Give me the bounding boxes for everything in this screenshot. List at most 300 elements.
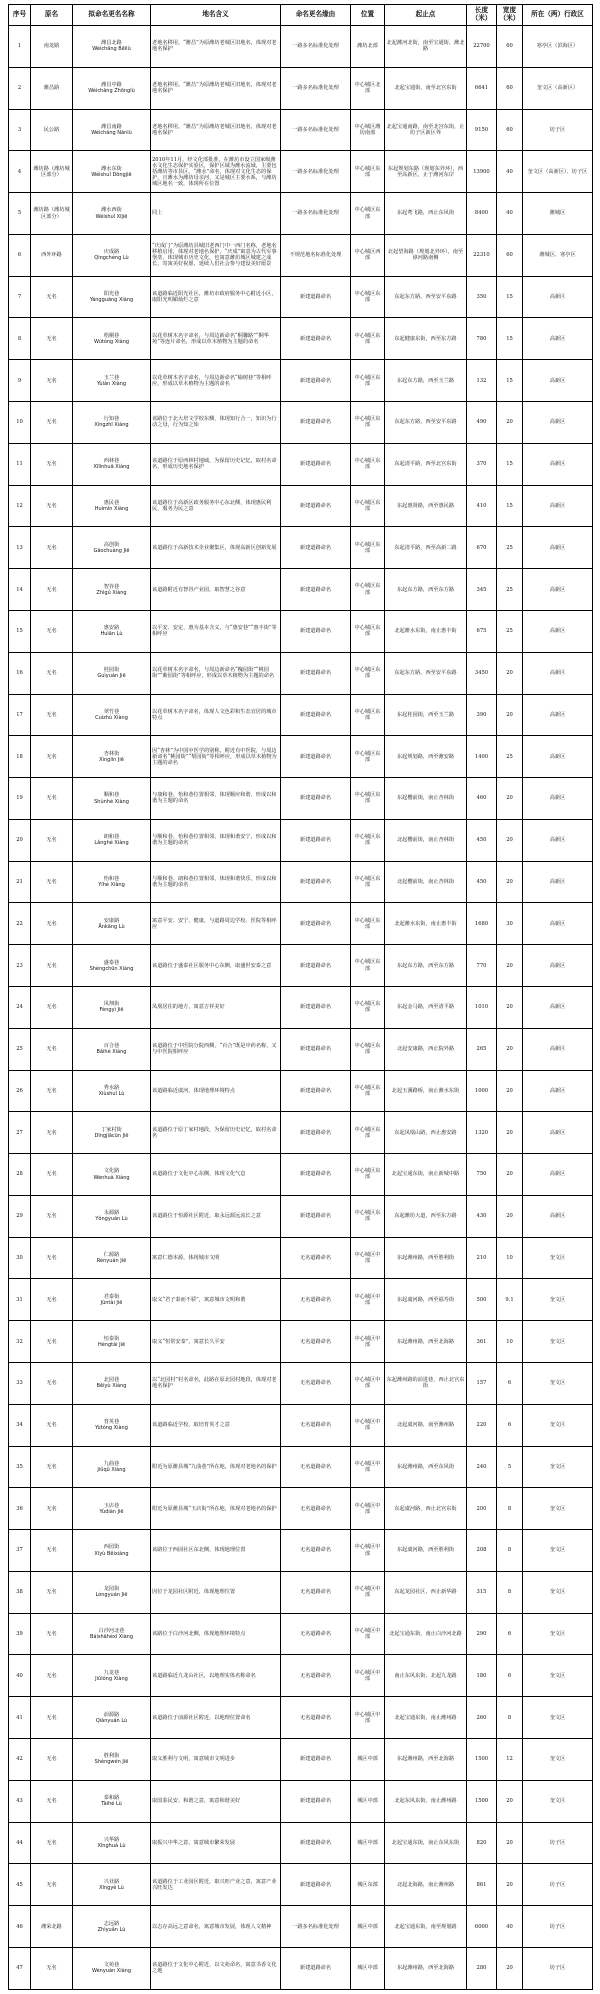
seq-cell: 37 [9,1530,31,1572]
pinyin-text: Zhìgǔ Xiàng [96,589,127,596]
orig-name-cell: 潍昌路 [31,67,73,109]
new-name-cell [73,736,151,778]
district-cell: 高新区 [523,819,593,861]
location-cell: 中心城区北部 [351,67,385,109]
range-cell: 东起凤凰山路，西止惠安路 [385,1112,467,1154]
meaning-cell: 该道路附近有智谷产业园，取智慧之谷意 [151,569,281,611]
meaning-cell: 该道路临近虞河，体现地理环境特点 [151,1070,281,1112]
meaning-cell: 该道路位于文化中心附近，以文苑命名，寓意书香文化之地 [151,1947,281,1989]
location-cell: 中心城区东部 [351,1195,385,1237]
meaning-cell: 该道路位于原西林村地域，为保留历史记忆，取村名命名，形成历史地名保护 [151,443,281,485]
width-cell: 6 [497,1655,523,1697]
district-cell: 高新区 [523,1112,593,1154]
length-cell: 361 [467,1321,497,1363]
width-cell: 5 [497,1446,523,1488]
road-naming-table [8,4,593,1990]
table-row [9,1154,593,1196]
pinyin-text: Xìnglín Jiē [99,756,124,763]
district-cell: 奎文区 [523,1404,593,1446]
length-cell: 8400 [467,193,497,235]
seq-cell: 36 [9,1488,31,1530]
width-cell: 20 [497,1822,523,1864]
new-name-text: 君泰街 [103,1293,120,1300]
orig-name-cell: 无名 [31,1947,73,1989]
orig-name-cell: 无名 [31,1404,73,1446]
pinyin-text: Wéichāng Běilù [92,46,131,53]
orig-name-cell: 无名 [31,736,73,778]
seq-cell: 38 [9,1571,31,1613]
table-header-row [9,5,593,26]
new-name-text: 潍水西街 [101,207,122,214]
meaning-cell: 该路位于白沙河北侧，体现地理环境特点 [151,1613,281,1655]
orig-name-cell: 无名 [31,1028,73,1070]
pinyin-text: Tàihé Lù [101,1801,122,1808]
width-cell: 8 [497,1488,523,1530]
reason-cell: 一路多名标准化处理 [281,151,351,193]
seq-cell: 20 [9,819,31,861]
seq-cell: 45 [9,1864,31,1906]
seq-cell: 3 [9,109,31,151]
length-cell: 820 [467,1822,497,1864]
new-name-cell [73,1530,151,1572]
pinyin-text: Qìngchéng Lù [94,255,129,262]
range-cell: 东起樱前街，南止杏林街 [385,778,467,820]
width-cell: 15 [497,485,523,527]
length-cell: 450 [467,861,497,903]
new-name-text: 胜利街 [103,1753,120,1760]
range-cell: 东起东方路，西至安平东路 [385,276,467,318]
seq-cell: 24 [9,986,31,1028]
meaning-cell: 该道路位于中医院分院西侧，“百合”既是中药名称，又与中医院相呼应 [151,1028,281,1070]
reason-cell: 新建道路命名 [281,986,351,1028]
range-cell: 东起潍州路，西至北海路 [385,1739,467,1781]
width-cell: 12 [497,1739,523,1781]
range-cell: 北起宝通东街，南止白沙河北路 [385,1613,467,1655]
seq-cell: 28 [9,1154,31,1196]
width-cell: 20 [497,1947,523,1989]
new-name-cell [73,694,151,736]
meaning-cell: 该道路位于恒源社区附近，取永远源远流长之意 [151,1195,281,1237]
new-name-cell [73,1321,151,1363]
seq-cell: 42 [9,1739,31,1781]
width-cell: 8 [497,1571,523,1613]
length-cell: 861 [467,1864,497,1906]
new-name-cell [73,861,151,903]
reason-cell: 新建道路命名 [281,569,351,611]
length-cell: 315 [467,1571,497,1613]
seq-cell: 32 [9,1321,31,1363]
table-row [9,67,593,109]
reason-cell: 新建道路命名 [281,652,351,694]
width-cell: 15 [497,360,523,402]
location-cell: 中心城区东部 [351,318,385,360]
seq-cell: 2 [9,67,31,109]
length-cell: 500 [467,1279,497,1321]
length-cell: 370 [467,443,497,485]
length-cell: 22310 [467,234,497,276]
range-cell: 北起宝通东街，南止潍州路 [385,1697,467,1739]
orig-name-cell: 无名 [31,986,73,1028]
location-cell: 中心城区东部 [351,151,385,193]
length-cell: 1000 [467,1070,497,1112]
orig-name-cell: 潍坊路（潍坊城区部分） [31,193,73,235]
pinyin-text: Zhìyuǎn Lù [97,1926,126,1933]
range-cell: 东起龙园社区，西止新华路 [385,1571,467,1613]
seq-cell: 47 [9,1947,31,1989]
district-cell: 奎文区 [523,1571,593,1613]
seq-cell: 12 [9,485,31,527]
new-name-cell [73,276,151,318]
width-cell: 25 [497,610,523,652]
table-row [9,694,593,736]
range-cell: 东起潍州路的前进巷，西止北宫东街 [385,1363,467,1405]
width-cell: 20 [497,1154,523,1196]
pinyin-text: Jiǔlóng Xiàng [95,1675,128,1682]
meaning-cell: 该路位于北大培文学校东侧，体现知行合一，知识为行动之母，行为知之始 [151,402,281,444]
meaning-cell: 寓意仁德本源，体现城市文明 [151,1237,281,1279]
seq-cell: 6 [9,234,31,276]
orig-name-cell: 无名 [31,861,73,903]
seq-cell: 18 [9,736,31,778]
orig-name-cell: 民公路 [31,109,73,151]
meaning-cell: 该道路位于高新区政务服务中心东北侧，体现惠民利民，服务为民之意 [151,485,281,527]
orig-name-cell: 无名 [31,1571,73,1613]
meaning-cell: 老地名移用。“潍昌”为原潍坊老城区旧地名，体现对老地名保护 [151,67,281,109]
pinyin-text: Rényuán Jiē [96,1258,127,1265]
new-name-cell [73,1822,151,1864]
range-cell: 东起潍坊大道，西至东方路 [385,1195,467,1237]
length-cell: 675 [467,610,497,652]
location-cell: 中心城区东部 [351,694,385,736]
district-cell: 坊子区 [523,1822,593,1864]
table-body [9,26,593,1990]
orig-name-cell: 无名 [31,1363,73,1405]
width-cell: 20 [497,778,523,820]
district-cell: 奎文区 [523,1697,593,1739]
meaning-cell: 该道路位于盛泰社区服务中心东侧，取盛世安泰之意 [151,945,281,987]
location-cell: 中心城区东部 [351,861,385,903]
col-header-seq: 序号 [9,5,31,26]
meaning-cell: 以“北园村”村名命名，此路在原北园村地段，体现对老地名保护 [151,1363,281,1405]
range-cell: 东起清平路，西至高新二路 [385,527,467,569]
seq-cell: 43 [9,1780,31,1822]
new-name-text: 潍昌南路 [101,123,122,130]
reason-cell: 无名道路命名 [281,1488,351,1530]
orig-name-cell: 无名 [31,1237,73,1279]
orig-name-cell: 无名 [31,1655,73,1697]
width-cell: 6 [497,1363,523,1405]
pinyin-text: Cuìzhú Xiàng [95,714,128,721]
new-name-text: 文化路 [103,1168,120,1175]
district-cell: 高新区 [523,694,593,736]
location-cell: 中心城区东部 [351,986,385,1028]
seq-cell: 34 [9,1404,31,1446]
table-row [9,1363,593,1405]
range-cell: 北起北海路，南止潍州路 [385,1864,467,1906]
length-cell: 132 [467,360,497,402]
new-name-text: 北园巷 [103,1377,120,1384]
district-cell: 高新区 [523,527,593,569]
pinyin-text: Xīlínhuā Xiàng [93,464,130,471]
new-name-cell [73,1655,151,1697]
orig-name-cell: 无名 [31,1864,73,1906]
new-name-text: 兴华路 [103,1836,120,1843]
new-name-cell [73,1488,151,1530]
new-name-cell [73,26,151,68]
range-cell: 东起规划东路（现划东外环），西至高新区，止于潍河东岸 [385,151,467,193]
orig-name-cell: 无名 [31,694,73,736]
orig-name-cell: 无名 [31,527,73,569]
new-name-cell [73,1947,151,1989]
new-name-cell [73,318,151,360]
new-name-cell [73,1739,151,1781]
table-row [9,736,593,778]
new-name-text: 兴业路 [103,1878,120,1885]
pinyin-text: Wéichāng Nánlù [91,130,132,136]
district-cell: 奎文区 [523,1613,593,1655]
table-row [9,1488,593,1530]
location-cell: 城区中部 [351,1739,385,1781]
location-cell: 中心城区中部 [351,1321,385,1363]
orig-name-cell: 无名 [31,569,73,611]
seq-cell: 23 [9,945,31,987]
width-cell: 60 [497,234,523,276]
length-cell: 1500 [467,1739,497,1781]
reason-cell: 新建道路命名 [281,1739,351,1781]
length-cell: 780 [467,318,497,360]
table-row [9,986,593,1028]
pinyin-text: Huìān Lù [100,631,123,638]
length-cell: 200 [467,1488,497,1530]
location-cell: 中心城区东部 [351,778,385,820]
new-name-cell [73,1446,151,1488]
location-cell: 中心城区东部 [351,569,385,611]
location-cell: 中心城区中部 [351,1488,385,1530]
orig-name-cell: 无名 [31,1739,73,1781]
meaning-cell: 同上 [151,193,281,235]
district-cell: 高新区 [523,652,593,694]
new-name-cell [73,610,151,652]
range-cell: 北起潍水东街，南止惠丰街 [385,903,467,945]
new-name-cell [73,1780,151,1822]
table-row [9,234,593,276]
seq-cell: 9 [9,360,31,402]
range-cell: 北起东风东街，南止潍州路 [385,1780,467,1822]
new-name-text: 行知巷 [103,416,120,423]
pinyin-text: Ānkāng Lù [98,923,125,930]
district-cell: 奎文区 [523,1488,593,1530]
orig-name-cell: 西外环路 [31,234,73,276]
length-cell: 265 [467,1028,497,1070]
length-cell: 280 [467,1947,497,1989]
location-cell: 中心城区中部 [351,1404,385,1446]
district-cell: 高新区 [523,610,593,652]
width-cell: 20 [497,402,523,444]
new-name-text: 潍昌中路 [101,82,122,89]
district-cell: 潍城区 [523,193,593,235]
range-cell: 北起望海路（规划北外环），南至漳河路南侧 [385,234,467,276]
reason-cell: 新建道路命名 [281,1154,351,1196]
reason-cell: 无名道路命名 [281,1321,351,1363]
new-name-text: 西林巷 [103,458,120,465]
reason-cell: 新建道路命名 [281,527,351,569]
seq-cell: 22 [9,903,31,945]
new-name-cell [73,402,151,444]
width-cell: 6 [497,1613,523,1655]
reason-cell: 一路多名标准化处理 [281,193,351,235]
district-cell: 潍城区、寒亭区 [523,234,593,276]
seq-cell: 17 [9,694,31,736]
pinyin-text: Gāochuàng Jiē [93,547,130,554]
seq-cell: 27 [9,1112,31,1154]
new-name-text: 玉店巷 [103,1502,120,1509]
reason-cell: 新建道路命名 [281,903,351,945]
new-name-cell [73,945,151,987]
width-cell: 20 [497,652,523,694]
table-row [9,402,593,444]
range-cell: 东起桂园街，西至玉兰路 [385,694,467,736]
new-name-text: 梧桐巷 [103,332,120,339]
new-name-text: 恒泰街 [103,1335,120,1342]
new-name-cell [73,527,151,569]
meaning-cell: 老地名移用。“潍昌”为原潍坊老城区旧地名，体现对老地名保护 [151,109,281,151]
new-name-text: 智谷巷 [103,583,120,590]
new-name-cell [73,1237,151,1279]
length-cell: 490 [467,402,497,444]
location-cell: 中心城区东部 [351,1154,385,1196]
reason-cell: 不规范地名标准化处理 [281,234,351,276]
table-row [9,1112,593,1154]
pinyin-text: Yùlán Xiàng [96,380,127,387]
location-cell: 中心城区东部 [351,443,385,485]
meaning-cell: 凤凰居住的地方，寓意吉祥美好 [151,986,281,1028]
length-cell: 260 [467,1697,497,1739]
reason-cell: 无名道路命名 [281,1697,351,1739]
pinyin-text: Wéishuǐ Xījiē [95,213,128,220]
range-cell: 东起规划路，西至潍安路 [385,736,467,778]
new-name-text: 翠竹巷 [103,708,120,715]
seq-cell: 13 [9,527,31,569]
orig-name-cell: 无名 [31,819,73,861]
location-cell: 中心城区东部 [351,1070,385,1112]
district-cell: 坊子区 [523,109,593,151]
seq-cell: 30 [9,1237,31,1279]
table-row [9,903,593,945]
new-name-text: 朗和巷 [103,834,120,841]
meaning-cell: 该道路临近九龙山社区，以地理实体名称命名 [151,1655,281,1697]
location-cell: 中心城区东部 [351,527,385,569]
col-header-orig: 原名 [31,5,73,26]
table-row [9,1906,593,1948]
width-cell: 20 [497,1780,523,1822]
table-row [9,443,593,485]
meaning-cell: 附近为原潍县城“九曲巷”所在地，体现对老地名的保护 [151,1446,281,1488]
seq-cell: 44 [9,1822,31,1864]
reason-cell: 一路多名标准化处理 [281,109,351,151]
orig-name-cell: 潍坊路（潍坊城区部分） [31,151,73,193]
new-name-cell [73,1571,151,1613]
orig-name-cell: 无名 [31,443,73,485]
pinyin-text: Yángguāng Xiàng [89,297,134,304]
reason-cell: 无名道路命名 [281,1571,351,1613]
location-cell: 中心城区东部 [351,652,385,694]
new-name-text: 安康路 [103,917,120,924]
meaning-cell: 以花草树木名字命名，体现人文色彩和生态宜居的城市特点 [151,694,281,736]
col-header-loc: 位置 [351,5,385,26]
district-cell: 高新区 [523,1070,593,1112]
new-name-cell [73,652,151,694]
range-cell: 东起东方路，西至安平东路 [385,402,467,444]
orig-name-cell: 无名 [31,1154,73,1196]
reason-cell: 新建道路命名 [281,945,351,987]
range-cell: 东起东方路，西至安平东路 [385,652,467,694]
table-row [9,610,593,652]
reason-cell: 新建道路命名 [281,1195,351,1237]
length-cell: 390 [467,694,497,736]
district-cell: 高新区 [523,276,593,318]
meaning-cell: 2010年11月，经文化部批准，在潍坊市设立国家级潍水文化生态保护实验区，保护区域为潍水流域，主要包括潍坊等市县区。“潍水”命名，体现对文化生态的保护，且潍水为潍坊母亲河，又是城区主要水系，与潍坊城区地名一致，体现所在位置 [151,151,281,193]
location-cell: 中心城区东部 [351,945,385,987]
pinyin-text: Shùnhé Xiàng [94,798,129,805]
district-cell: 高新区 [523,402,593,444]
meaning-cell: 因“杏林”为中国中医学的别称，附近有中医院，与周边新命名“桃园街”“梨园街”等相呼应，形成以草木植物为主题的命名 [151,736,281,778]
table-row [9,1195,593,1237]
width-cell: 6 [497,1404,523,1446]
meaning-cell: 取义胜利与文明，寓意城市文明进步 [151,1739,281,1781]
location-cell: 中心城区中部 [351,1446,385,1488]
orig-name-cell: 无名 [31,402,73,444]
new-name-text: 龙园街 [103,1586,120,1593]
pinyin-text: Báishāhéxī Xiàng [89,1634,134,1641]
reason-cell: 无名道路命名 [281,1655,351,1697]
reason-cell: 新建道路命名 [281,694,351,736]
location-cell: 中心城区东部 [351,276,385,318]
new-name-cell [73,1864,151,1906]
width-cell: 20 [497,861,523,903]
orig-name-cell: 潍荣北路 [31,1906,73,1948]
new-name-cell [73,1028,151,1070]
location-cell: 中心城区中部 [351,1571,385,1613]
new-name-cell [73,903,151,945]
length-cell: 3450 [467,652,497,694]
seq-cell: 41 [9,1697,31,1739]
table-row [9,1404,593,1446]
width-cell: 25 [497,736,523,778]
new-name-cell [73,1195,151,1237]
seq-cell: 39 [9,1613,31,1655]
district-cell: 奎文区 [523,1655,593,1697]
length-cell: 770 [467,945,497,987]
location-cell: 中心城区东部 [351,360,385,402]
district-cell: 高新区 [523,1195,593,1237]
table-row [9,1655,593,1697]
new-name-cell [73,1154,151,1196]
width-cell: 25 [497,527,523,569]
length-cell: 1400 [467,736,497,778]
seq-cell: 31 [9,1279,31,1321]
new-name-text: 桂园街 [103,667,120,674]
length-cell: 1010 [467,986,497,1028]
new-name-cell [73,193,151,235]
table-row [9,1947,593,1989]
location-cell: 城区中部 [351,1822,385,1864]
range-cell: 东起虞河路，西至胜利街 [385,1530,467,1572]
pinyin-text: Dīngjiācūn Jiē [94,1132,129,1139]
table-row [9,1571,593,1613]
width-cell: 60 [497,67,523,109]
pinyin-text: Yǒngyuán Lù [95,1216,128,1223]
width-cell: 40 [497,1906,523,1948]
